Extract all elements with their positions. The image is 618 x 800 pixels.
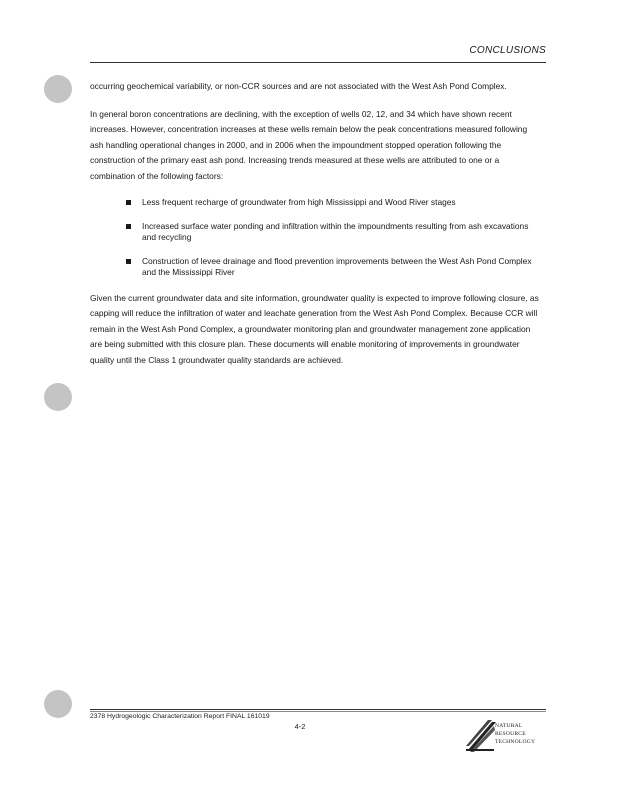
list-item: [122, 256, 540, 278]
list-item-text: Increased surface water ponding and infiltration within the impoundments resulting from ash excavations and recycling: [142, 220, 529, 242]
header-divider: [90, 62, 546, 63]
punch-hole-middle: [44, 383, 72, 411]
paragraph-1: occurring geochemical variability, or non-CCR sources and are not associated with the West Ash Pond Complex.: [90, 81, 507, 91]
logo-line-2: RESOURCE: [495, 731, 526, 737]
list-item-text: Less frequent recharge of groundwater from high Mississippi and Wood River stages: [142, 196, 456, 207]
footer-report-name: 2378 Hydrogeologic Characterization Report FINAL 161019: [90, 713, 270, 720]
square-bullet-icon: [126, 224, 131, 229]
square-bullet-icon: [126, 259, 131, 264]
paragraph-2: In general boron concentrations are declining, with the exception of wells 02, 12, and 34 which have shown recent increases. However, concentration increases at these wells remain below the peak concentrations measured following ash handling operational changes in 2000, and in 2006 when the impoundment stopped operation following the construction of the primary east ash pond. Increasing trends measured at these wells are attributed to one or a combination of the following factors:: [90, 108, 528, 181]
punch-hole-bottom: [44, 690, 72, 718]
factor-list: [90, 197, 540, 278]
paragraph-3: Given the current groundwater data and site information, groundwater quality is expected to improve following closure, as capping will reduce the infiltration of water and leachate generation from the West Ash Pond Complex. Because CCR will remain in the West Ash Pond Complex, a groundwater monitoring plan and groundwater management zone application are being submitted with this closure plan. These documents will enable monitoring of improvements in groundwater quality until the Class 1 groundwater quality standards are achieved.: [90, 292, 539, 365]
footer-divider-thin: [90, 711, 546, 712]
list-item: [122, 221, 540, 243]
logo-line-3: TECHNOLOGY: [495, 739, 536, 745]
footer-divider: [90, 709, 546, 710]
list-item: [122, 197, 540, 208]
document-body: [90, 79, 540, 381]
logo-line-1: NATURAL: [495, 723, 523, 729]
company-logo-text: [495, 722, 535, 746]
square-bullet-icon: [126, 200, 131, 205]
list-item-text: Construction of levee drainage and flood prevention improvements between the West Ash Pond Complex and the Mississippi River: [142, 255, 532, 277]
section-header-title: CONCLUSIONS: [469, 45, 546, 56]
page-number: 4-2: [294, 722, 306, 731]
punch-hole-top: [44, 75, 72, 103]
